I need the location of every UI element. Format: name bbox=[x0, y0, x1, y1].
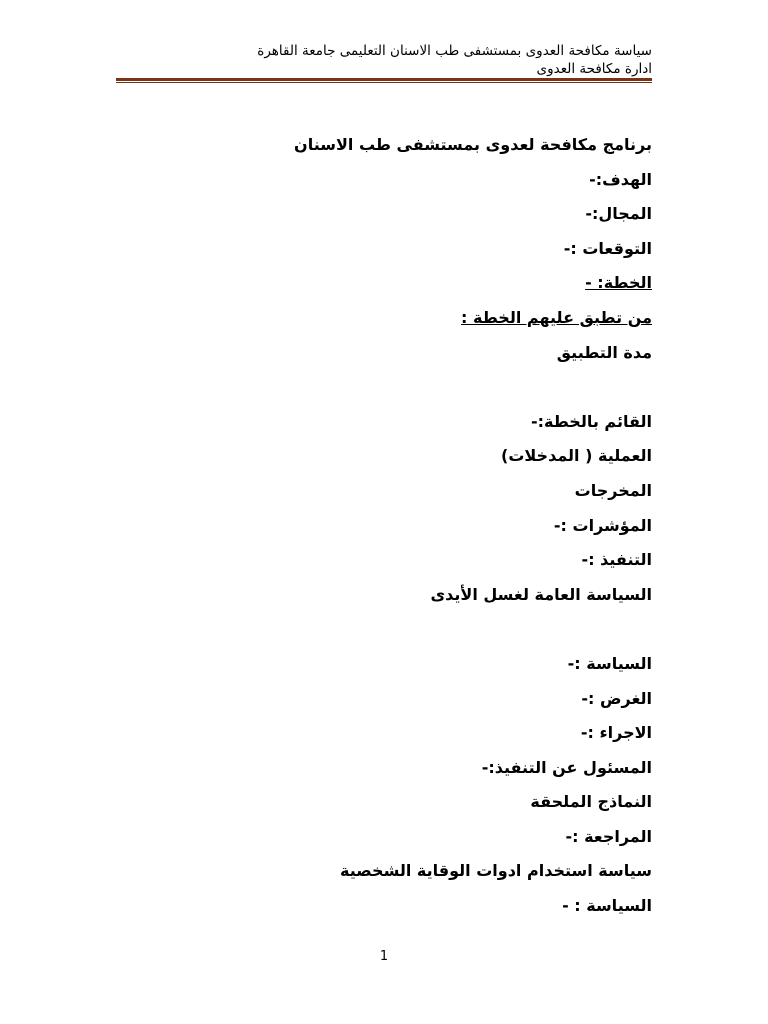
document-line bbox=[116, 509, 652, 544]
document-line-text: السياسة : - bbox=[562, 896, 652, 916]
document-line bbox=[116, 439, 652, 474]
document-line bbox=[116, 578, 652, 613]
document-line bbox=[116, 751, 652, 786]
page-header bbox=[116, 42, 652, 78]
document-line bbox=[116, 820, 652, 855]
document-line bbox=[116, 128, 652, 163]
document-line bbox=[116, 543, 652, 578]
document-line bbox=[116, 266, 652, 301]
document-line-text: التوقعات :- bbox=[563, 238, 652, 258]
document-line bbox=[116, 785, 652, 820]
document-line-text: الهدف:- bbox=[589, 169, 652, 189]
header-title: سياسة مكافحة العدوى بمستشفى طب الاسنان التعليمى جامعة القاهرة bbox=[257, 43, 652, 59]
document-line-text: من تطبق عليهم الخطة : bbox=[461, 307, 652, 327]
document-line-text: المخرجات bbox=[574, 480, 652, 500]
header-subtitle: ادارة مكافحة العدوى bbox=[536, 61, 652, 77]
document-line-text: النماذج الملحقة bbox=[530, 792, 652, 812]
document-line-text: المجال:- bbox=[585, 204, 652, 224]
document-body bbox=[116, 128, 652, 924]
document-line-text: مدة التطبيق bbox=[556, 342, 652, 362]
document-line-text: المراجعة :- bbox=[565, 826, 652, 846]
document-line bbox=[116, 336, 652, 371]
header-rule-thick bbox=[116, 78, 652, 81]
document-line-text: العملية ( المدخلات) bbox=[501, 446, 652, 466]
document-line-text: برنامج مكافحة لعدوى بمستشفى طب الاسنان bbox=[294, 135, 652, 154]
document-line-text: السياسة :- bbox=[567, 653, 652, 673]
document-line-text: المسئول عن التنفيذ:- bbox=[481, 757, 652, 777]
document-line-text: القائم بالخطة:- bbox=[530, 411, 652, 431]
blank-line bbox=[116, 612, 652, 647]
document-line bbox=[116, 405, 652, 440]
blank-line bbox=[116, 370, 652, 405]
header-rule-thin bbox=[116, 82, 652, 83]
document-line bbox=[116, 474, 652, 509]
document-line bbox=[116, 889, 652, 924]
document-line-text: الاجراء :- bbox=[580, 723, 652, 743]
document-line bbox=[116, 197, 652, 232]
page-number: 1 bbox=[379, 949, 389, 964]
document-line-text: الغرض :- bbox=[581, 688, 652, 708]
document-line bbox=[116, 682, 652, 717]
document-line-text: التنفيذ :- bbox=[581, 550, 652, 570]
document-line-text: السياسة العامة لغسل الأيدى bbox=[430, 584, 652, 604]
document-line bbox=[116, 854, 652, 889]
document-line bbox=[116, 716, 652, 751]
document-line-text: الخطة: - bbox=[585, 273, 652, 293]
document-line bbox=[116, 301, 652, 336]
document-line bbox=[116, 163, 652, 198]
document-line-text: المؤشرات :- bbox=[553, 515, 652, 535]
document-line-text: سياسة استخدام ادوات الوقاية الشخصية bbox=[340, 861, 652, 881]
document-line bbox=[116, 647, 652, 682]
document-line bbox=[116, 232, 652, 267]
